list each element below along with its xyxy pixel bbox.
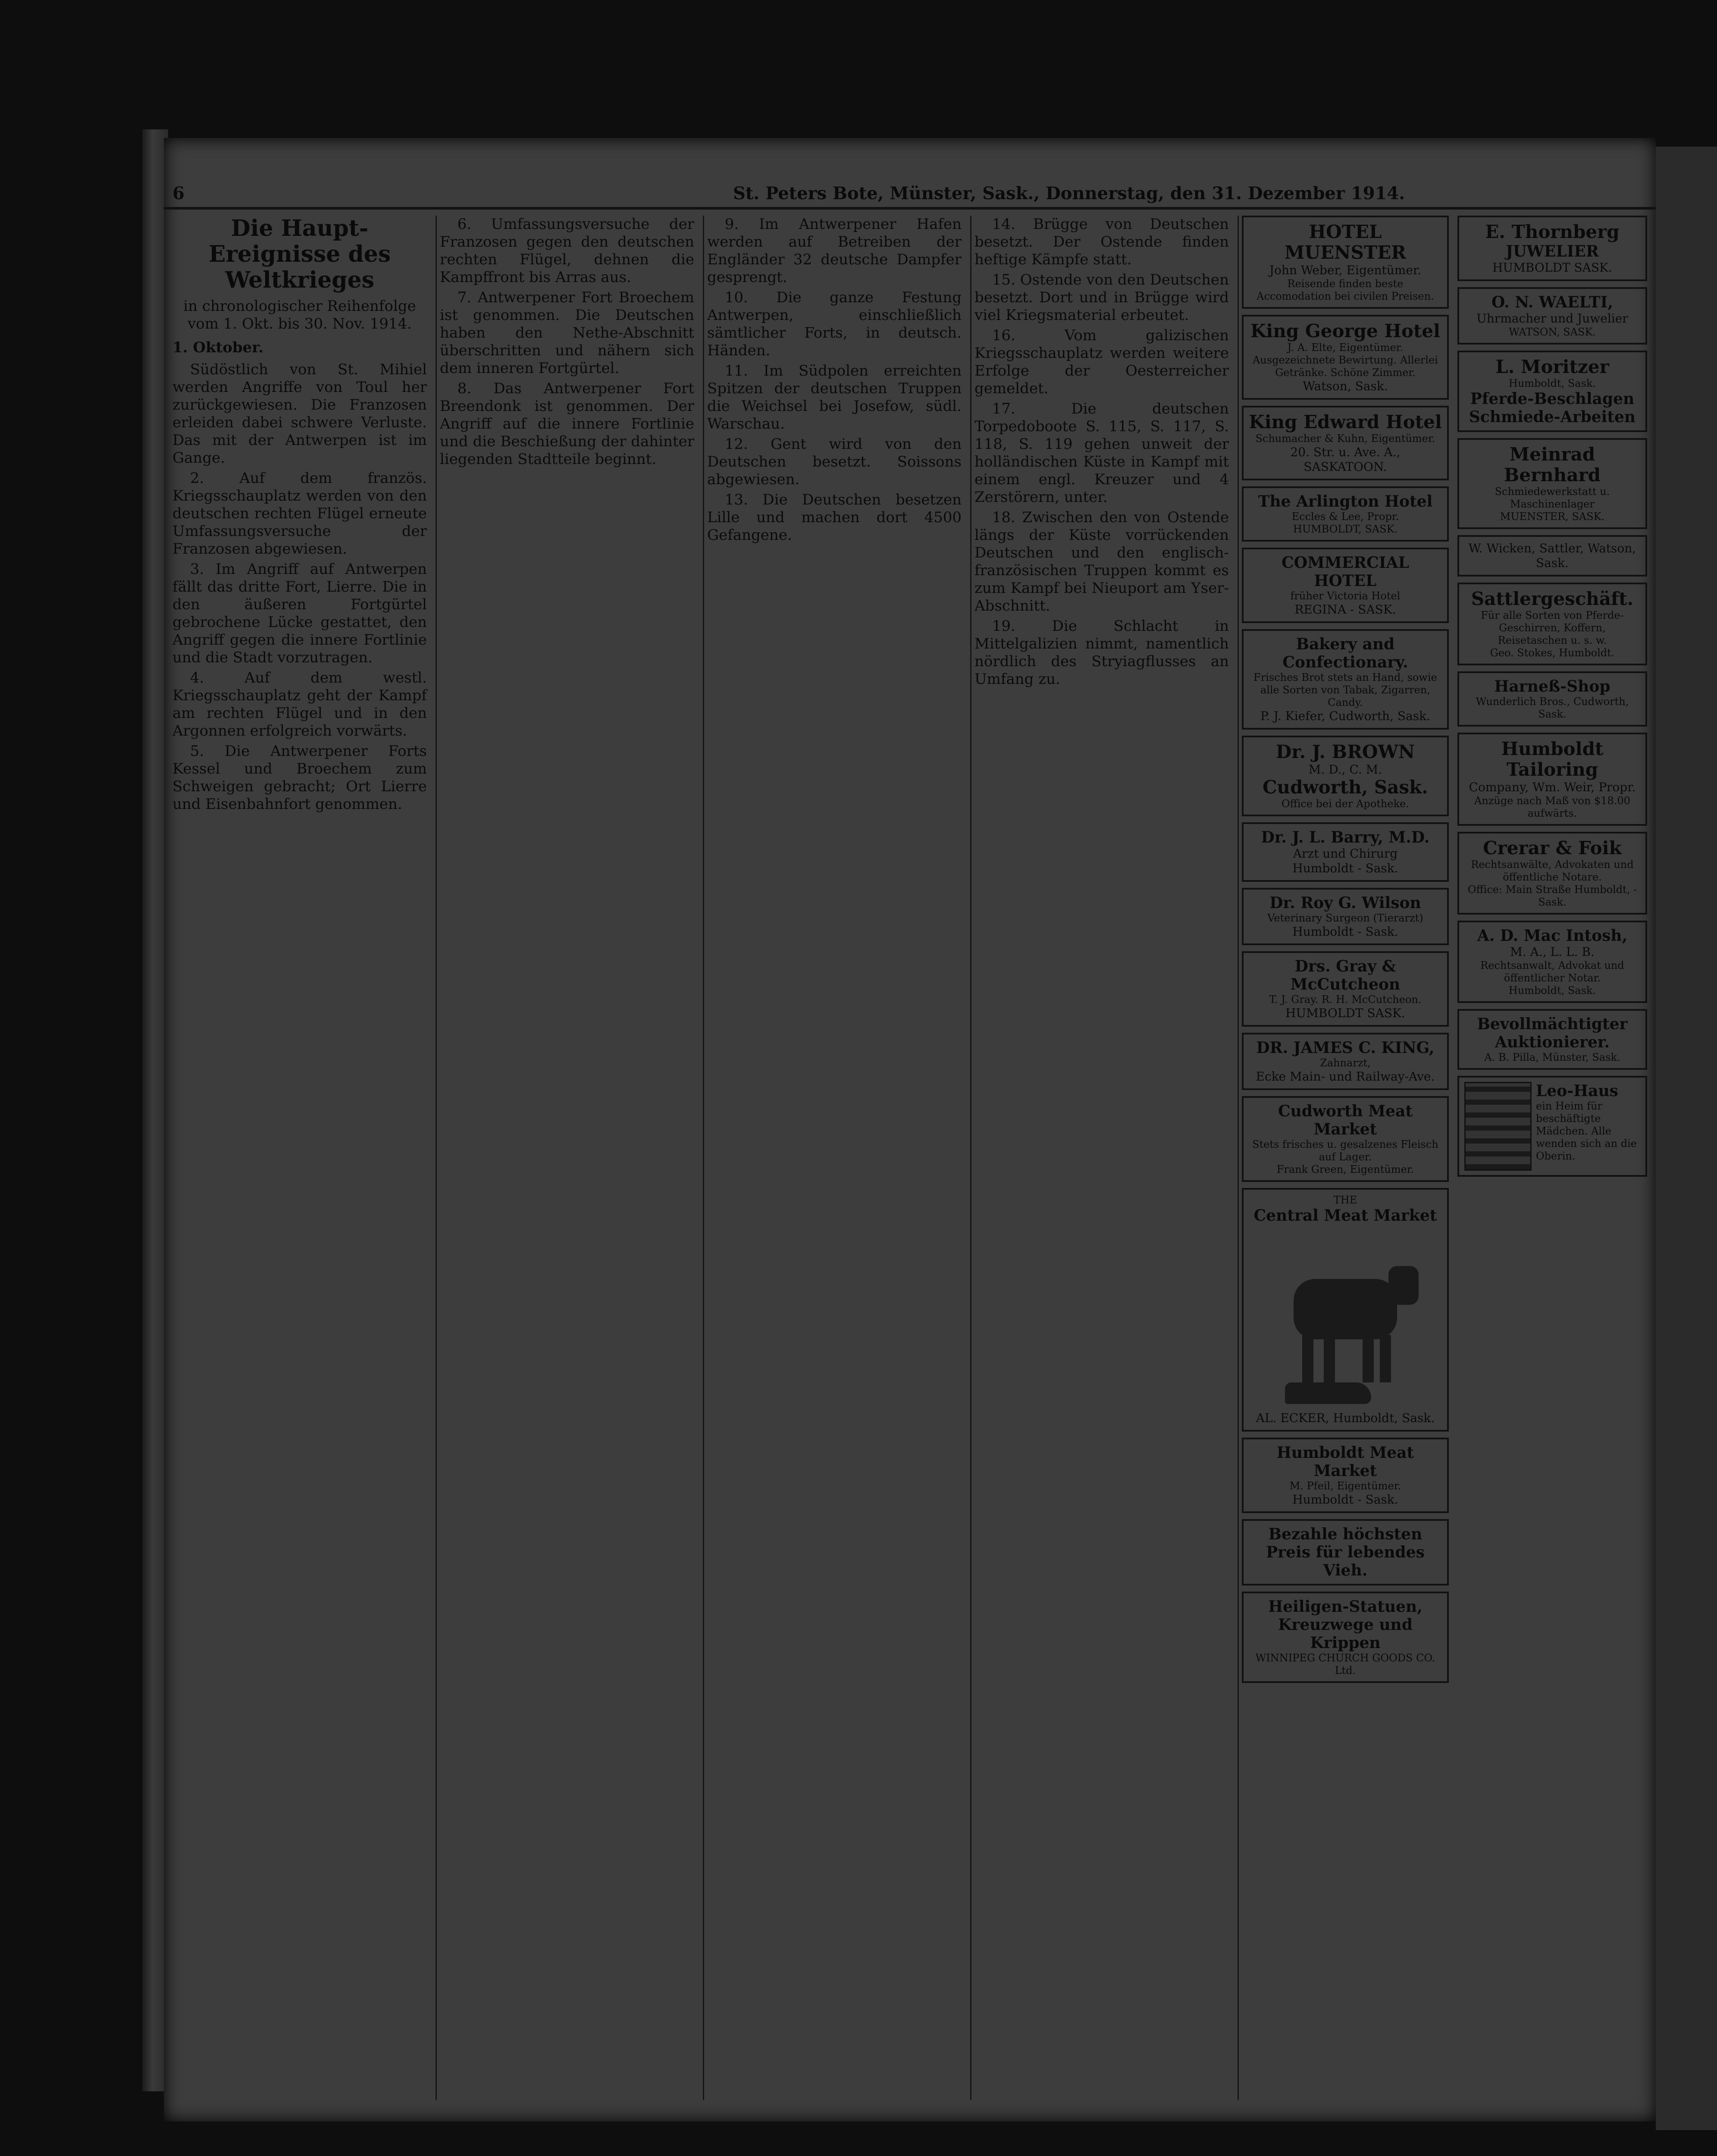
ad-arlington [1242, 486, 1449, 542]
ads-column-1 [1242, 216, 1449, 2100]
ad-humboldt-meat [1242, 1438, 1449, 1513]
paragraph: 5. Die Antwerpener Forts Kessel und Broechem zum Schweigen gebracht; Ort Lierre und Eisenbahnfort genommen. [172, 743, 427, 813]
ad-leo-haus [1457, 1076, 1647, 1177]
ad-place: REGINA - SASK. [1294, 602, 1396, 617]
paragraph: 13. Die Deutschen besetzen Lille und machen dort 4500 Gefangene. [707, 491, 962, 544]
ad-note: Office bei der Apotheke. [1281, 798, 1410, 810]
ad-cudworth-meat [1242, 1096, 1449, 1182]
article-column-4 [974, 216, 1239, 2100]
ad-dr-barry [1242, 822, 1449, 882]
ad-wicken [1457, 535, 1647, 577]
ad-place: WATSON, SASK. [1508, 326, 1596, 338]
ad-owner: Wunderlich Bros., Cudworth, Sask. [1476, 696, 1629, 720]
ad-moritzer [1457, 351, 1647, 432]
ad-title: Humboldt Tailoring [1501, 738, 1604, 780]
paragraph: 10. Die ganze Festung Antwerpen, einschließlich sämtlicher Forts, in deutsch. Händen. [707, 289, 962, 359]
ad-title: Bakery and Confectionary. [1282, 635, 1408, 671]
paragraph: 7. Antwerpener Fort Broechem ist genommen. Die Deutschen haben den Nethe-Abschnitt überschritten und nähern sich dem inneren Fortgürtel. [440, 289, 694, 377]
ad-title: Dr. J. L. Barry, M.D. [1261, 828, 1430, 846]
building-illustration [1464, 1082, 1532, 1171]
ad-title: Meinrad Bernhard [1504, 444, 1601, 486]
ad-text: Ausgezeichnete Bewirtung. Allerlei Getränke. Schöne Zimmer. [1253, 354, 1438, 379]
ad-owner: P. J. Kiefer, Cudworth, Sask. [1260, 709, 1431, 723]
ad-place: Humboldt - Sask. [1292, 861, 1398, 875]
ad-text: Anzüge nach Maß von $18.00 aufwärts. [1474, 795, 1630, 819]
ad-sattler [1457, 583, 1647, 665]
ad-dr-brown [1242, 736, 1449, 816]
ad-place: Cudworth, Sask. [1263, 777, 1428, 798]
ad-place: Humboldt - Sask. [1292, 1492, 1398, 1507]
ad-title: Humboldt Meat Market [1276, 1444, 1414, 1480]
ad-title: DR. JAMES C. KING, [1256, 1039, 1435, 1057]
ad-title: Central Meat Market [1253, 1206, 1437, 1225]
ad-title: O. N. WAELTI, [1491, 293, 1614, 311]
paragraph: 4. Auf dem westl. Kriegsschauplatz geht der Kampf am rechten Flügel und in den Argonnen erfolgreich vorwärts. [172, 669, 427, 740]
ad-macintosh [1457, 921, 1647, 1003]
ad-title: Sattlergeschäft. [1471, 588, 1634, 609]
paragraph: 17. Die deutschen Torpedoboote S. 115, S. 117, S. 118, S. 119 gehen unweit der holländischen Küste in Kampf mit einem engl. Kreuzer und 4 Zerstörern, unter. [974, 400, 1229, 506]
ad-company: WINNIPEG CHURCH GOODS CO. Ltd. [1255, 1652, 1435, 1677]
ad-bezahle [1242, 1519, 1449, 1586]
paragraph: 3. Im Angriff auf Antwerpen fällt das dritte Fort, Lierre. Die in den äußeren Fortgürtel gebrochene Lücke gestattet, den Angriff gegen die innere Fortlinie und die Stadt vorzutragen. [172, 561, 427, 666]
ad-place: HUMBOLDT SASK. [1285, 1006, 1405, 1020]
book-edge-right [1656, 147, 1717, 2130]
ad-text: ein Heim für beschäftigte Mädchen. Alle wenden sich an die Oberin. [1536, 1100, 1637, 1162]
ad-tailoring [1457, 733, 1647, 826]
ad-owner: Eccles & Lee, Propr. [1291, 511, 1399, 523]
ad-harness [1457, 671, 1647, 727]
ad-thornberg [1457, 216, 1647, 281]
ad-title: The Arlington Hotel [1258, 492, 1433, 511]
ad-place: MUENSTER, SASK. [1500, 511, 1605, 523]
ad-sub: früher Victoria Hotel [1290, 590, 1401, 602]
ad-address: 20. Str. u. Ave. A., SASKATOON. [1290, 445, 1401, 474]
newspaper-page [164, 138, 1656, 2122]
paragraph: 15. Ostende von den Deutschen besetzt. Dort und in Brügge wird viel Kriegsmaterial erbeutet. [974, 271, 1229, 324]
paragraph: 19. Die Schlacht in Mittelgalizien nimmt, namentlich nördlich des Stryiagflusses an Umfang zu. [974, 617, 1229, 688]
paragraph: 8. Das Antwerpener Fort Breendonk ist genommen. Der Angriff auf die innere Fortlinie und die Beschießung der dahinter liegenden Stadtteile beginnt. [440, 380, 694, 468]
cow-illustration [1259, 1227, 1432, 1408]
ad-dr-king [1242, 1033, 1449, 1090]
paragraph: 18. Zwischen den von Ostende längs der Küste vorrückenden Deutschen und den englisch-französischen Truppen kommt es zum Kampf bei Nieuport am Yser-Abschnitt. [974, 509, 1229, 614]
article-subtitle: in chronologischer Reihenfolge vom 1. Okt. bis 30. Nov. 1914. [183, 298, 416, 332]
ad-crerar-foik [1457, 832, 1647, 915]
ad-the: THE [1333, 1194, 1357, 1206]
ad-dr-wilson [1242, 888, 1449, 945]
paragraph: 2. Auf dem französ. Kriegsschauplatz werden von den deutschen rechten Flügel erneute Umfassungsversuche der Franzosen abgewiesen. [172, 470, 427, 558]
ad-place: Office: Main Straße Humboldt, - Sask. [1467, 884, 1637, 908]
ad-title-line: Zahnarzt, [1320, 1057, 1371, 1069]
ad-text: W. Wicken, Sattler, Watson, Sask. [1468, 541, 1636, 570]
ads-column-2 [1457, 216, 1647, 2100]
ad-title: COMMERCIAL HOTEL [1281, 554, 1409, 590]
ad-owner: John Weber, Eigentümer. [1269, 263, 1422, 277]
section-heading: 1. Oktober. [172, 339, 263, 356]
ad-text: Reisende finden beste Accomodation bei civilen Preisen. [1256, 278, 1434, 302]
ad-title: Heiligen-Statuen, Kreuzwege und Krippen [1268, 1598, 1422, 1652]
paragraph: 6. Umfassungsversuche der Franzosen gegen den deutschen rechten Flügel, dehnen die Kampffront bis Arras aus. [440, 216, 694, 286]
ad-degree: M. D., C. M. [1308, 762, 1382, 777]
ad-place: HUMBOLDT SASK. [1492, 260, 1612, 275]
ad-owner: Schumacher & Kuhn, Eigentümer. [1255, 432, 1435, 445]
ad-owner: AL. ECKER, Humboldt, Sask. [1256, 1411, 1435, 1425]
ad-trade: Schmiedewerkstatt u. Maschinenlager [1495, 486, 1610, 510]
ad-place: HUMBOLDT, SASK. [1293, 523, 1398, 535]
ad-trade: JUWELIER [1506, 242, 1599, 260]
ad-bakery [1242, 629, 1449, 730]
article-column-2 [440, 216, 704, 2100]
ad-place: Watson, Sask. [1303, 379, 1388, 393]
ad-place: Ecke Main- und Railway-Ave. [1256, 1069, 1435, 1084]
article-title: Die Haupt-Ereignisse des Weltkrieges [208, 216, 391, 293]
ad-trade: Uhrmacher und Juwelier [1476, 311, 1628, 326]
ad-waelti [1457, 287, 1647, 345]
ad-place: Humboldt - Sask. [1292, 924, 1398, 939]
ad-owner: Company, Wm. Weir, Propr. [1469, 780, 1636, 794]
ad-text: Für alle Sorten von Pferde-Geschirren, Koffern, Reisetaschen u. s. w. [1481, 609, 1624, 646]
paragraph: 14. Brügge von Deutschen besetzt. Der Ostende finden heftige Kämpfe statt. [974, 216, 1229, 268]
ad-degree: M. A., L. L. B. [1510, 945, 1595, 959]
ad-gray-mccutcheon [1242, 951, 1449, 1027]
ad-title: King Edward Hotel [1249, 411, 1442, 432]
ad-text: Stets frisches u. gesalzenes Fleisch auf Lager. [1252, 1138, 1438, 1163]
ad-title: King George Hotel [1250, 320, 1441, 342]
ad-title: HOTEL MUENSTER [1284, 221, 1407, 263]
ad-title-line: Rechtsanwalt, Advokat und öffentlicher Notar. [1480, 959, 1624, 984]
ad-trade: Pferde-Beschlagen Schmiede-Arbeiten [1469, 390, 1636, 426]
ad-heiligen [1242, 1592, 1449, 1683]
ad-auktion [1457, 1009, 1647, 1070]
ad-king-edward [1242, 406, 1449, 480]
paragraph: 9. Im Antwerpener Hafen werden auf Betreiben der Engländer 32 deutsche Dampfer gesprengt. [707, 216, 962, 286]
paragraph: 11. Im Südpolen erreichten Spitzen der deutschen Truppen die Weichsel bei Josefow, südl. Warschau. [707, 362, 962, 432]
ad-owner: Frank Green, Eigentümer. [1276, 1163, 1414, 1175]
ad-names: T. J. Gray. R. H. McCutcheon. [1269, 993, 1422, 1006]
ad-title: Leo-Haus [1536, 1082, 1618, 1100]
ad-text: Bezahle höchsten Preis für lebendes Vieh. [1266, 1525, 1425, 1579]
ad-text: Frisches Brot stets an Hand, sowie alle Sorten von Tabak, Zigarren, Candy. [1253, 671, 1437, 708]
ad-owner: J. A. Elte, Eigentümer. [1287, 342, 1404, 354]
paragraph: 16. Vom galizischen Kriegsschauplatz werden weitere Erfolge der Oesterreicher gemeldet. [974, 327, 1229, 397]
ad-owner: Geo. Stokes, Humboldt. [1490, 647, 1615, 659]
masthead-line: St. Peters Bote, Münster, Sask., Donnerstag, den 31. Dezember 1914. [733, 183, 1405, 204]
page-number: 6 [172, 183, 185, 204]
paragraph: Südöstlich von St. Mihiel werden Angriffe von Toul her zurückgewiesen. Die Franzosen erleiden dabei schwere Verluste. Das mit der Antwerpen ist im Gange. [172, 361, 427, 467]
ad-king-george [1242, 315, 1449, 400]
article-column-1 [172, 216, 437, 2100]
ad-title: Crerar & Foik [1483, 837, 1622, 859]
ad-title: Harneß-Shop [1494, 677, 1610, 696]
ad-owner: M. Pfeil, Eigentümer. [1289, 1480, 1401, 1492]
ad-title: Dr. J. BROWN [1275, 741, 1415, 762]
ad-bernhard [1457, 438, 1647, 529]
article-column-3 [707, 216, 971, 2100]
ad-title: L. Moritzer [1495, 356, 1609, 377]
ad-title: Bevollmächtigter Auktionierer. [1477, 1015, 1628, 1051]
ad-owner: A. B. Pilla, Münster, Sask. [1484, 1051, 1620, 1063]
ad-title: Dr. Roy G. Wilson [1269, 894, 1421, 912]
ad-title-line: Rechtsanwälte, Advokaten und öffentliche Notare. [1471, 859, 1634, 883]
ad-central-meat [1242, 1188, 1449, 1432]
ad-place: Humboldt, Sask. [1508, 377, 1596, 389]
ad-title-line: Veterinary Surgeon (Tierarzt) [1267, 912, 1423, 924]
ad-title-line: Arzt und Chirurg [1293, 846, 1398, 861]
ad-hotel-muenster [1242, 216, 1449, 309]
ad-commercial [1242, 548, 1449, 623]
ad-place: Humboldt, Sask. [1508, 984, 1596, 997]
paragraph: 12. Gent wird von den Deutschen besetzt. Soissons abgewiesen. [707, 436, 962, 488]
masthead [164, 181, 1656, 210]
ad-title: E. Thornberg [1485, 221, 1620, 242]
ad-title: Drs. Gray & McCutcheon [1290, 957, 1401, 993]
ad-title: A. D. Mac Intosh, [1477, 927, 1628, 945]
ad-title: Cudworth Meat Market [1278, 1102, 1413, 1138]
